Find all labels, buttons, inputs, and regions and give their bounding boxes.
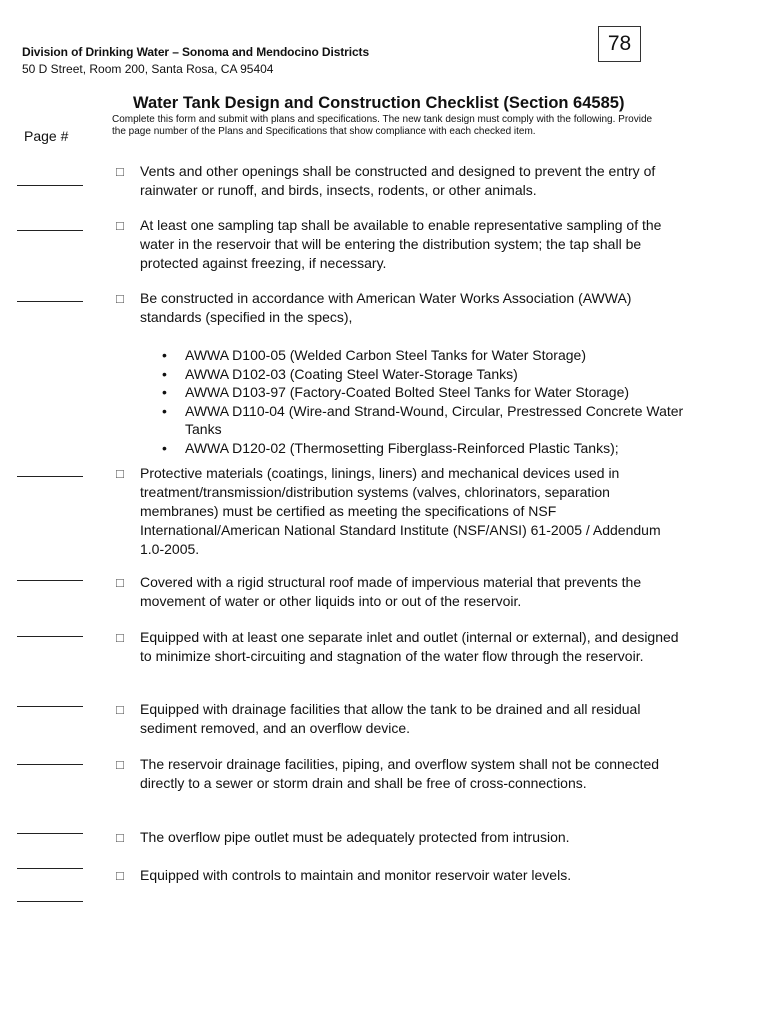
division-address: 50 D Street, Room 200, Santa Rosa, CA 95404: [22, 62, 274, 76]
bullet-icon: •: [162, 384, 167, 401]
checklist-item-text: Protective materials (coatings, linings, liners) and mechanical devices used in treatment/transmission/distribution systems (valves, chlorinators, separation membranes) must be certified as meeting the specifications of NSF International/American National Standard Institute (NSF/ANSI) 61-2005 / Addendum 1.0-2005.: [140, 465, 661, 557]
page-number-blank[interactable]: [17, 833, 83, 834]
page-number-blank[interactable]: [17, 636, 83, 637]
checklist-item: [116, 755, 686, 793]
checklist-item: [116, 573, 686, 611]
list-item: [160, 383, 690, 402]
list-item: [160, 402, 690, 439]
checklist-item: [116, 866, 686, 885]
document-title: Water Tank Design and Construction Checklist (Section 64585): [133, 94, 625, 112]
page-number-blank[interactable]: [17, 185, 83, 186]
awwa-standard: AWWA D110-04 (Wire-and Strand-Wound, Circular, Prestressed Concrete Water Tanks: [185, 402, 684, 438]
bullet-icon: •: [162, 402, 167, 419]
page-number-blank[interactable]: [17, 301, 83, 302]
checklist-item: [116, 700, 686, 738]
checkbox-icon[interactable]: □: [116, 757, 124, 772]
page-number-blank[interactable]: [17, 901, 83, 902]
awwa-standard: AWWA D120-02 (Thermosetting Fiberglass-Reinforced Plastic Tanks);: [185, 439, 619, 456]
checklist-item-text: Be constructed in accordance with American Water Works Association (AWWA) standards (specified in the specs),: [140, 290, 632, 325]
awwa-standards-list: [160, 346, 690, 458]
list-item: [160, 439, 690, 458]
checklist-item: [116, 828, 686, 847]
checkbox-icon[interactable]: □: [116, 218, 124, 233]
checklist-item-text: At least one sampling tap shall be available to enable representative sampling of the water in the reservoir that will be entering the distribution system; the tap shall be protected against freezing, if necessary.: [140, 217, 662, 271]
page-column-label: Page #: [24, 128, 69, 144]
division-name: Division of Drinking Water – Sonoma and Mendocino Districts: [22, 45, 370, 59]
checklist-item: [116, 216, 686, 273]
page-number-blank[interactable]: [17, 868, 83, 869]
checkbox-icon[interactable]: □: [116, 702, 124, 717]
checkbox-icon[interactable]: □: [116, 830, 124, 845]
checkbox-icon[interactable]: □: [116, 868, 124, 883]
awwa-standard: AWWA D103-97 (Factory-Coated Bolted Steel Tanks for Water Storage): [185, 384, 630, 401]
page-number-blank[interactable]: [17, 706, 83, 707]
page-number-blank[interactable]: [17, 764, 83, 765]
instructions-text: Complete this form and submit with plans and specifications. The new tank design must comply with the following. Provide the page number of the Plans and Specifications that show compliance with each checked item.: [112, 114, 653, 137]
checkbox-icon[interactable]: □: [116, 575, 124, 590]
checkbox-icon[interactable]: □: [116, 164, 124, 179]
checklist-item-text: The reservoir drainage facilities, piping, and overflow system shall not be connected directly to a sewer or storm drain and shall be free of cross-connections.: [140, 756, 660, 791]
list-item: [160, 346, 690, 365]
bullet-icon: •: [162, 439, 167, 456]
checklist-item-text: The overflow pipe outlet must be adequately protected from intrusion.: [140, 829, 570, 845]
list-item: [160, 365, 690, 384]
checklist-item-text: Vents and other openings shall be constructed and designed to prevent the entry of rainwater or runoff, and birds, insects, rodents, or other animals.: [140, 163, 656, 198]
page-number-blank[interactable]: [17, 580, 83, 581]
checklist-item-text: Equipped with controls to maintain and monitor reservoir water levels.: [140, 867, 572, 883]
checklist-item: [116, 162, 686, 200]
checkbox-icon[interactable]: □: [116, 466, 124, 481]
checklist-item-text: Equipped with at least one separate inlet and outlet (internal or external), and designed to minimize short-circuiting and stagnation of the water flow through the reservoir.: [140, 629, 679, 664]
checkbox-icon[interactable]: □: [116, 630, 124, 645]
checklist-item: [116, 289, 686, 327]
checklist-item: [116, 628, 686, 666]
page-number-box: 78: [598, 26, 641, 62]
awwa-standard: AWWA D100-05 (Welded Carbon Steel Tanks for Water Storage): [185, 347, 586, 363]
checklist-item-text: Covered with a rigid structural roof made of impervious material that prevents the movement of water or other liquids into or out of the reservoir.: [140, 574, 642, 609]
bullet-icon: •: [162, 365, 167, 382]
page-number-blank[interactable]: [17, 476, 83, 477]
checklist-item: [116, 464, 686, 559]
checkbox-icon[interactable]: □: [116, 291, 124, 306]
checklist-item-text: Equipped with drainage facilities that allow the tank to be drained and all residual sediment removed, and an overflow device.: [140, 701, 641, 736]
bullet-icon: •: [162, 347, 167, 363]
page-number-blank[interactable]: [17, 230, 83, 231]
awwa-standard: AWWA D102-03 (Coating Steel Water-Storage Tanks): [185, 365, 518, 382]
